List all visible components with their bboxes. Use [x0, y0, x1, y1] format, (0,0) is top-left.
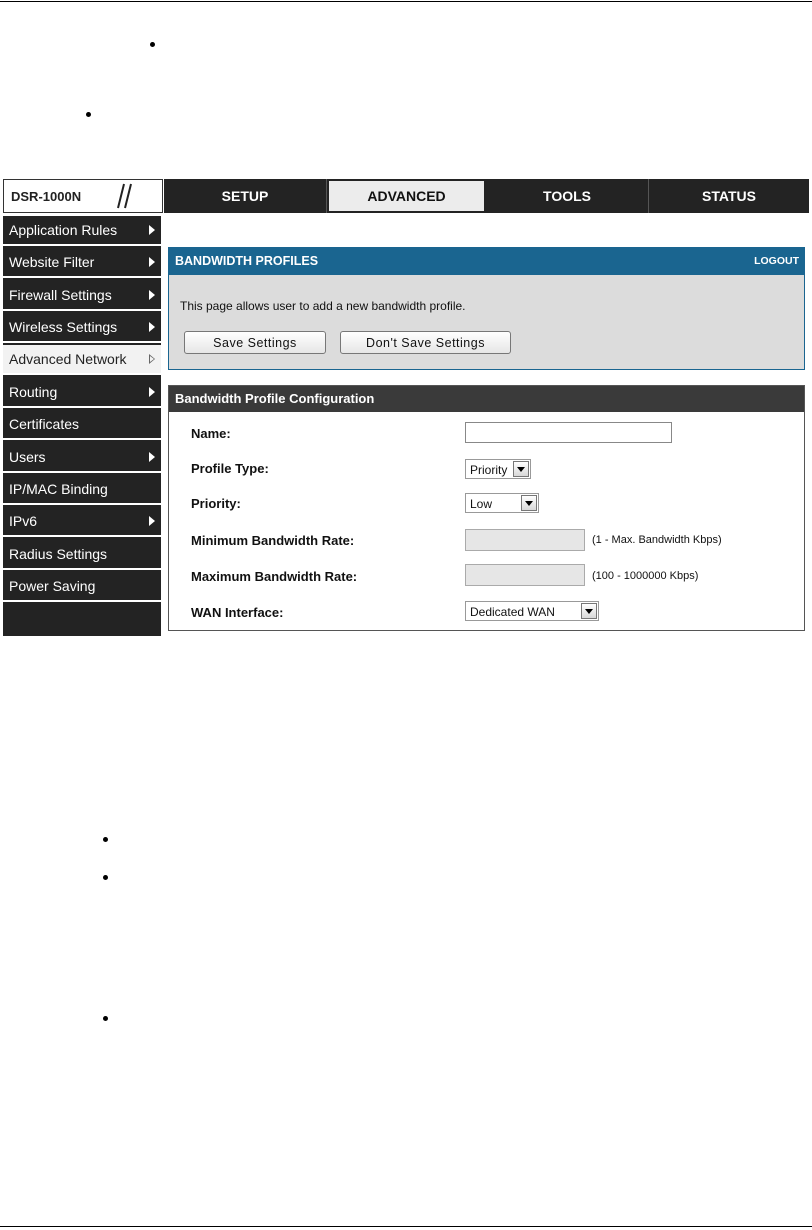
priority-label: Priority:	[191, 496, 241, 511]
sidebar-item-radius-settings[interactable]	[3, 540, 161, 570]
bottom-rule	[0, 1226, 812, 1227]
sidebar-item-power-saving[interactable]	[3, 572, 161, 602]
select-value: Low	[470, 497, 493, 511]
sidebar	[3, 216, 161, 636]
sidebar-item-application-rules[interactable]	[3, 216, 161, 246]
arrow-right-icon	[149, 257, 155, 267]
arrow-right-outline-icon	[149, 354, 155, 364]
tab-label: ADVANCED	[367, 188, 446, 204]
logo	[3, 179, 163, 213]
sidebar-item-ipv6[interactable]	[3, 507, 161, 537]
tab-label: STATUS	[702, 188, 756, 204]
sidebar-item-firewall-settings[interactable]	[3, 281, 161, 311]
sidebar-item-ip-mac-binding[interactable]	[3, 475, 161, 505]
profile-type-label: Profile Type:	[191, 461, 269, 476]
panel-description: This page allows user to add a new bandwidth profile.	[180, 299, 466, 313]
sidebar-item-label: Firewall Settings	[9, 287, 112, 303]
sidebar-item-certificates[interactable]	[3, 410, 161, 440]
sidebar-item-routing[interactable]	[3, 378, 161, 408]
sidebar-item-label: Power Saving	[9, 578, 96, 594]
sidebar-item-label: Wireless Settings	[9, 319, 118, 335]
bullet	[86, 112, 91, 117]
logout-link[interactable]: LOGOUT	[754, 255, 799, 267]
max-rate-label: Maximum Bandwidth Rate:	[191, 569, 358, 584]
sidebar-item-label: Radius Settings	[9, 546, 108, 562]
tab-advanced[interactable]	[327, 179, 486, 213]
tab-tools[interactable]	[486, 179, 649, 213]
max-rate-hint: (100 - 1000000 Kbps)	[592, 570, 699, 582]
arrow-right-icon	[149, 516, 155, 526]
select-value: Priority	[470, 463, 508, 477]
top-nav	[164, 179, 809, 213]
name-label: Name:	[191, 426, 231, 441]
panel-header	[169, 248, 804, 275]
bandwidth-profile-config-panel	[168, 385, 805, 631]
tab-label: TOOLS	[543, 188, 591, 204]
sidebar-item-label: IP/MAC Binding	[9, 481, 108, 497]
save-settings-button[interactable]: Save Settings	[184, 331, 326, 354]
arrow-right-icon	[149, 290, 155, 300]
name-input[interactable]	[465, 422, 672, 443]
tab-status[interactable]	[649, 179, 809, 213]
arrow-right-icon	[149, 387, 155, 397]
sidebar-item-users[interactable]	[3, 443, 161, 473]
wan-interface-label: WAN Interface:	[191, 605, 284, 620]
sidebar-item-label: IPv6	[9, 513, 38, 529]
panel-title: BANDWIDTH PROFILES	[175, 254, 319, 268]
sidebar-item-label: Advanced Network	[9, 351, 127, 367]
bullet	[103, 837, 108, 842]
min-rate-input[interactable]	[465, 529, 585, 551]
bullet	[150, 42, 155, 47]
sidebar-item-label: Application Rules	[9, 222, 118, 238]
min-rate-hint: (1 - Max. Bandwidth Kbps)	[592, 534, 722, 546]
tab-setup[interactable]	[164, 179, 327, 213]
sidebar-item-label: Users	[9, 449, 46, 465]
arrow-right-icon	[149, 225, 155, 235]
priority-select[interactable]	[465, 493, 539, 513]
sidebar-item-advanced-network[interactable]	[3, 345, 161, 375]
bandwidth-profiles-panel	[168, 247, 805, 370]
router-ui	[3, 179, 809, 636]
sidebar-item-wireless-settings[interactable]	[3, 313, 161, 343]
profile-type-select[interactable]	[465, 459, 531, 479]
chevron-down-icon	[581, 603, 597, 619]
sidebar-item-label: Website Filter	[9, 254, 95, 270]
config-title: Bandwidth Profile Configuration	[175, 391, 375, 406]
bullet	[103, 1016, 108, 1021]
dont-save-settings-button[interactable]: Don't Save Settings	[340, 331, 511, 354]
arrow-right-icon	[149, 322, 155, 332]
min-rate-label: Minimum Bandwidth Rate:	[191, 533, 355, 548]
logo-text: DSR-1000N	[11, 189, 82, 204]
arrow-right-icon	[149, 452, 155, 462]
sidebar-item-label: Certificates	[9, 416, 80, 432]
top-rule	[0, 1, 812, 2]
tab-label: SETUP	[221, 188, 269, 204]
chevron-down-icon	[513, 461, 529, 477]
select-value: Dedicated WAN	[470, 605, 555, 619]
config-header	[169, 386, 804, 412]
sidebar-item-website-filter[interactable]	[3, 248, 161, 278]
max-rate-input[interactable]	[465, 564, 585, 586]
sidebar-item-label: Routing	[9, 384, 58, 400]
bullet	[103, 875, 108, 880]
chevron-down-icon	[521, 495, 537, 511]
slash-logo-icon	[108, 182, 134, 210]
wan-interface-select[interactable]	[465, 601, 599, 621]
